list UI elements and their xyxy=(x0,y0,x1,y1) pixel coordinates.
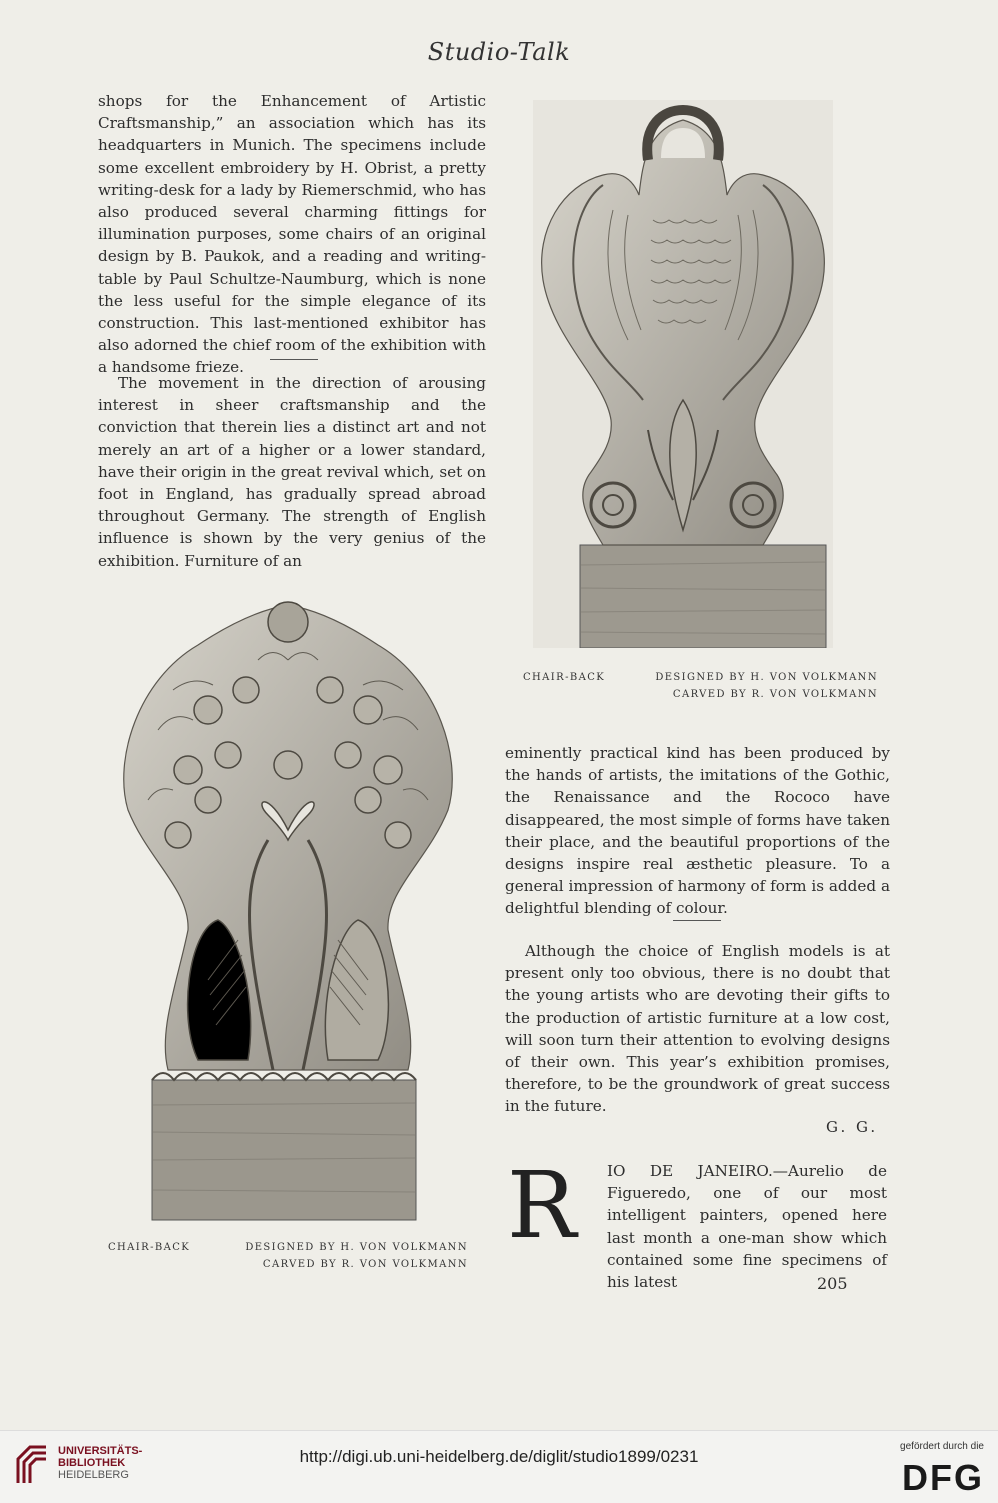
author-signature: G. G. xyxy=(826,1118,879,1136)
caption-top-designed: DESIGNED BY H. VON VOLKMANN xyxy=(655,672,878,683)
left-column-continued xyxy=(98,372,486,572)
caption-top-carved: CARVED BY R. VON VOLKMANN xyxy=(672,689,878,700)
left-paragraph-2: The movement in the direction of arousing interest in sheer craftsmanship and the conviction that therein lies a distinct art and not merely an art of a higher or a lower standard, have their origin in the great revival which, set on foot in England, has gradually spread abroad throughout Germany. The strength of English influence is shown by the very genius of the exhibition. Furniture of an xyxy=(98,374,486,570)
caption-bottom-designed: DESIGNED BY H. VON VOLKMANN xyxy=(245,1242,468,1253)
right-column-continued xyxy=(505,940,890,1118)
caption-bottom-carved: CARVED BY R. VON VOLKMANN xyxy=(262,1259,468,1270)
caption-bottom-label: CHAIR-BACK xyxy=(108,1242,191,1253)
library-name-line1: UNIVERSITÄTS- xyxy=(58,1445,143,1457)
library-name-line2: BIBLIOTHEK xyxy=(58,1457,126,1469)
section-divider-left xyxy=(270,359,318,360)
page-number: 205 xyxy=(817,1274,848,1293)
chair-back-tree-plate xyxy=(118,600,458,1222)
running-head: Studio-Talk xyxy=(427,38,571,66)
source-url-link[interactable]: http://digi.ub.uni-heidelberg.de/diglit/studio1899/0231 xyxy=(299,1447,699,1466)
drop-cap-r: R xyxy=(507,1152,577,1259)
section-divider-right xyxy=(673,920,721,921)
chair-back-swan-plate xyxy=(533,100,833,648)
right-column xyxy=(505,742,890,920)
dfg-logo: DFG xyxy=(902,1457,984,1498)
right-paragraph-2: Although the choice of English models is at present only too obvious, there is no doubt that the young artists who are devoting their gifts to the production of artistic furniture at a low cost, will soon turn their attention to evolving designs of their own. This year’s exhibition promises, therefore, to be the groundwork of great success in the future. xyxy=(505,942,890,1116)
funded-by-label: gefördert durch die xyxy=(900,1441,984,1452)
caption-top-label: CHAIR-BACK xyxy=(523,672,606,683)
rio-text: IO DE JANEIRO.—Aurelio de Figueredo, one of our most intelligent painters, opened here last month a one-man show which contained some fine specimens of his latest xyxy=(607,1162,887,1292)
caption-top-plate xyxy=(523,669,878,705)
left-column xyxy=(98,90,486,379)
caption-top-credits xyxy=(655,669,878,703)
caption-bottom-credits xyxy=(245,1239,468,1273)
right-paragraph-1: eminently practical kind has been produced by the hands of artists, the imitations of the Gothic, the Renaissance and the Rococo have disappeared, the most simple of forms have taken their place, and the beautiful proportions of the designs inspire real æsthetic pleasure. To a general impression of harmony of form is added a delightful blending of colour. xyxy=(505,744,890,918)
library-name-line3: HEIDELBERG xyxy=(58,1469,129,1481)
caption-bottom-plate xyxy=(108,1239,468,1275)
digitization-footer xyxy=(0,1430,998,1503)
left-paragraph-1: shops for the Enhancement of Artistic Craftsmanship,” an association which has its headquarters in Munich. The specimens include some excellent embroidery by H. Obrist, a pretty writing-desk for a lady by Riemerschmid, who has also produced several charming fittings for illumination purposes, some chairs of an original design by B. Paukok, and a reading and writing-table by Paul Schultze-Naumburg, which is none the less useful for the simple elegance of its construction. This last-mentioned exhibitor has also adorned the chief room of the exhibition with a handsome frieze. xyxy=(98,92,486,377)
